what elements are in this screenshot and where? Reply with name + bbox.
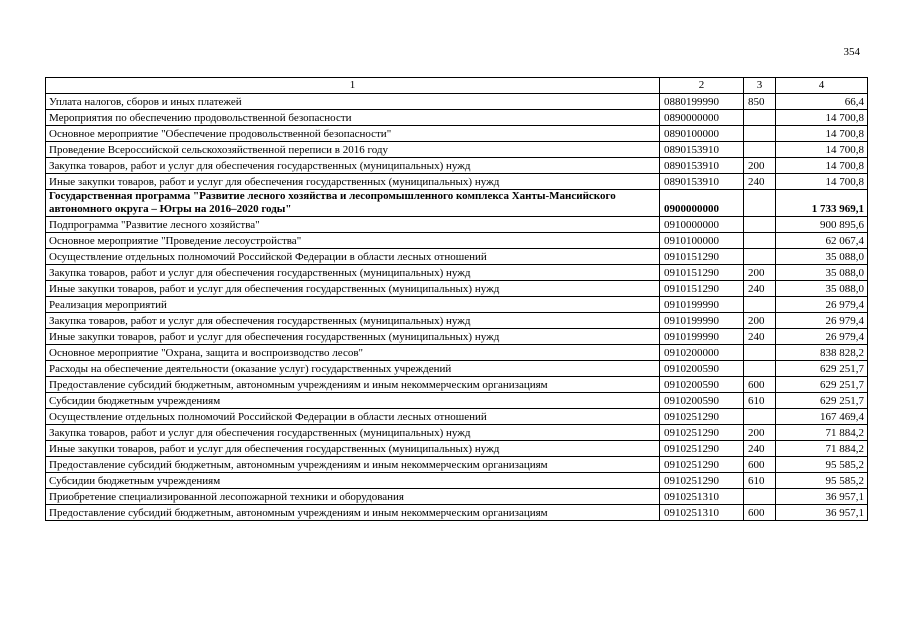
table-row — [46, 126, 868, 142]
page-number: 354 — [843, 46, 860, 58]
row-vr-code: 600 — [744, 457, 776, 473]
row-sum: 36 957,1 — [776, 489, 868, 505]
row-csr-code: 0890000000 — [660, 110, 744, 126]
table-row — [46, 174, 868, 190]
row-vr-code: 200 — [744, 158, 776, 174]
row-csr-code: 0890100000 — [660, 126, 744, 142]
row-vr-code: 200 — [744, 313, 776, 329]
row-csr-code: 0910199990 — [660, 329, 744, 345]
row-name: Основное мероприятие "Проведение лесоустройства" — [46, 233, 660, 249]
row-sum: 629 251,7 — [776, 393, 868, 409]
table-row — [46, 297, 868, 313]
row-sum: 71 884,2 — [776, 425, 868, 441]
table-row — [46, 190, 868, 217]
row-csr-code: 0910251310 — [660, 489, 744, 505]
row-vr-code: 240 — [744, 281, 776, 297]
row-name: Закупка товаров, работ и услуг для обеспечения государственных (муниципальных) нужд — [46, 425, 660, 441]
row-sum: 26 979,4 — [776, 297, 868, 313]
row-name: Предоставление субсидий бюджетным, автономным учреждениям и иным некоммерческим организациям — [46, 457, 660, 473]
table-row — [46, 249, 868, 265]
row-sum: 900 895,6 — [776, 217, 868, 233]
row-sum: 71 884,2 — [776, 441, 868, 457]
header-name: 1 — [46, 78, 660, 94]
row-name: Закупка товаров, работ и услуг для обеспечения государственных (муниципальных) нужд — [46, 265, 660, 281]
row-csr-code: 0880199990 — [660, 94, 744, 110]
row-name: Субсидии бюджетным учреждениям — [46, 473, 660, 489]
table-row — [46, 142, 868, 158]
row-csr-code: 0910151290 — [660, 265, 744, 281]
row-name: Приобретение специализированной лесопожарной техники и оборудования — [46, 489, 660, 505]
row-csr-code: 0910251290 — [660, 425, 744, 441]
row-csr-code: 0910199990 — [660, 313, 744, 329]
table-row — [46, 265, 868, 281]
row-vr-code: 240 — [744, 441, 776, 457]
row-vr-code — [744, 361, 776, 377]
row-name: Проведение Всероссийской сельскохозяйственной переписи в 2016 году — [46, 142, 660, 158]
row-vr-code — [744, 142, 776, 158]
row-csr-code: 0890153910 — [660, 158, 744, 174]
row-vr-code — [744, 297, 776, 313]
row-vr-code: 850 — [744, 94, 776, 110]
row-name: Подпрограмма "Развитие лесного хозяйства" — [46, 217, 660, 233]
row-vr-code: 610 — [744, 393, 776, 409]
row-csr-code: 0900000000 — [660, 190, 744, 217]
row-csr-code: 0910200590 — [660, 377, 744, 393]
row-name: Реализация мероприятий — [46, 297, 660, 313]
row-sum: 95 585,2 — [776, 473, 868, 489]
row-sum: 35 088,0 — [776, 281, 868, 297]
row-vr-code — [744, 110, 776, 126]
row-vr-code — [744, 345, 776, 361]
row-vr-code: 600 — [744, 505, 776, 521]
row-name: Осуществление отдельных полномочий Российской Федерации в области лесных отношений — [46, 249, 660, 265]
row-csr-code: 0910100000 — [660, 233, 744, 249]
budget-table — [45, 77, 868, 521]
row-name: Закупка товаров, работ и услуг для обеспечения государственных (муниципальных) нужд — [46, 313, 660, 329]
row-name: Основное мероприятие "Обеспечение продовольственной безопасности" — [46, 126, 660, 142]
row-csr-code: 0910251290 — [660, 441, 744, 457]
table-row — [46, 441, 868, 457]
table-row — [46, 345, 868, 361]
table-row — [46, 158, 868, 174]
header-row — [46, 78, 868, 94]
row-vr-code — [744, 126, 776, 142]
row-sum: 26 979,4 — [776, 313, 868, 329]
row-sum: 629 251,7 — [776, 377, 868, 393]
row-name: Расходы на обеспечение деятельности (оказание услуг) государственных учреждений — [46, 361, 660, 377]
row-name: Иные закупки товаров, работ и услуг для обеспечения государственных (муниципальных) нужд — [46, 174, 660, 190]
table-row — [46, 110, 868, 126]
row-sum: 14 700,8 — [776, 126, 868, 142]
row-vr-code — [744, 249, 776, 265]
row-sum: 36 957,1 — [776, 505, 868, 521]
row-name: Осуществление отдельных полномочий Российской Федерации в области лесных отношений — [46, 409, 660, 425]
row-name: Государственная программа "Развитие лесного хозяйства и лесопромышленного комплекса Ханты-Мансийского автономного округа – Югры на 2016–2020 годы" — [46, 190, 660, 217]
row-sum: 26 979,4 — [776, 329, 868, 345]
row-sum: 14 700,8 — [776, 158, 868, 174]
row-sum: 838 828,2 — [776, 345, 868, 361]
row-sum: 14 700,8 — [776, 142, 868, 158]
row-name: Иные закупки товаров, работ и услуг для обеспечения государственных (муниципальных) нужд — [46, 441, 660, 457]
row-csr-code: 0910200590 — [660, 393, 744, 409]
row-sum: 35 088,0 — [776, 265, 868, 281]
row-name: Иные закупки товаров, работ и услуг для обеспечения государственных (муниципальных) нужд — [46, 281, 660, 297]
row-sum: 629 251,7 — [776, 361, 868, 377]
row-sum: 95 585,2 — [776, 457, 868, 473]
header-sum: 4 — [776, 78, 868, 94]
table-row — [46, 425, 868, 441]
row-vr-code — [744, 233, 776, 249]
row-name: Основное мероприятие "Охрана, защита и воспроизводство лесов" — [46, 345, 660, 361]
row-sum: 66,4 — [776, 94, 868, 110]
header-vr: 3 — [744, 78, 776, 94]
row-name: Уплата налогов, сборов и иных платежей — [46, 94, 660, 110]
row-csr-code: 0910151290 — [660, 281, 744, 297]
row-vr-code — [744, 190, 776, 217]
row-csr-code: 0910251290 — [660, 409, 744, 425]
row-vr-code: 600 — [744, 377, 776, 393]
row-sum: 167 469,4 — [776, 409, 868, 425]
table-row — [46, 377, 868, 393]
table-row — [46, 489, 868, 505]
row-csr-code: 0910200590 — [660, 361, 744, 377]
row-name: Предоставление субсидий бюджетным, автономным учреждениям и иным некоммерческим организациям — [46, 377, 660, 393]
table-row — [46, 393, 868, 409]
table-row — [46, 217, 868, 233]
row-vr-code: 200 — [744, 265, 776, 281]
row-vr-code: 240 — [744, 329, 776, 345]
row-csr-code: 0910251310 — [660, 505, 744, 521]
table-row — [46, 313, 868, 329]
row-csr-code: 0910151290 — [660, 249, 744, 265]
row-vr-code — [744, 217, 776, 233]
row-sum: 14 700,8 — [776, 110, 868, 126]
table-row — [46, 329, 868, 345]
row-sum: 35 088,0 — [776, 249, 868, 265]
table-body — [46, 94, 868, 521]
row-name: Предоставление субсидий бюджетным, автономным учреждениям и иным некоммерческим организациям — [46, 505, 660, 521]
row-name: Мероприятия по обеспечению продовольственной безопасности — [46, 110, 660, 126]
table-row — [46, 281, 868, 297]
row-sum: 62 067,4 — [776, 233, 868, 249]
header-csr: 2 — [660, 78, 744, 94]
row-csr-code: 0890153910 — [660, 142, 744, 158]
table-row — [46, 473, 868, 489]
row-csr-code: 0910251290 — [660, 457, 744, 473]
row-name: Закупка товаров, работ и услуг для обеспечения государственных (муниципальных) нужд — [46, 158, 660, 174]
row-csr-code: 0910200000 — [660, 345, 744, 361]
row-sum: 1 733 969,1 — [776, 190, 868, 217]
table-row — [46, 505, 868, 521]
row-sum: 14 700,8 — [776, 174, 868, 190]
table-row — [46, 233, 868, 249]
row-vr-code — [744, 489, 776, 505]
row-vr-code — [744, 409, 776, 425]
row-name: Субсидии бюджетным учреждениям — [46, 393, 660, 409]
row-vr-code: 610 — [744, 473, 776, 489]
table-row — [46, 361, 868, 377]
table-row — [46, 409, 868, 425]
row-csr-code: 0910251290 — [660, 473, 744, 489]
row-csr-code: 0890153910 — [660, 174, 744, 190]
row-name: Иные закупки товаров, работ и услуг для обеспечения государственных (муниципальных) нужд — [46, 329, 660, 345]
table-row — [46, 457, 868, 473]
row-csr-code: 0910000000 — [660, 217, 744, 233]
row-csr-code: 0910199990 — [660, 297, 744, 313]
row-vr-code: 200 — [744, 425, 776, 441]
table-row — [46, 94, 868, 110]
row-vr-code: 240 — [744, 174, 776, 190]
